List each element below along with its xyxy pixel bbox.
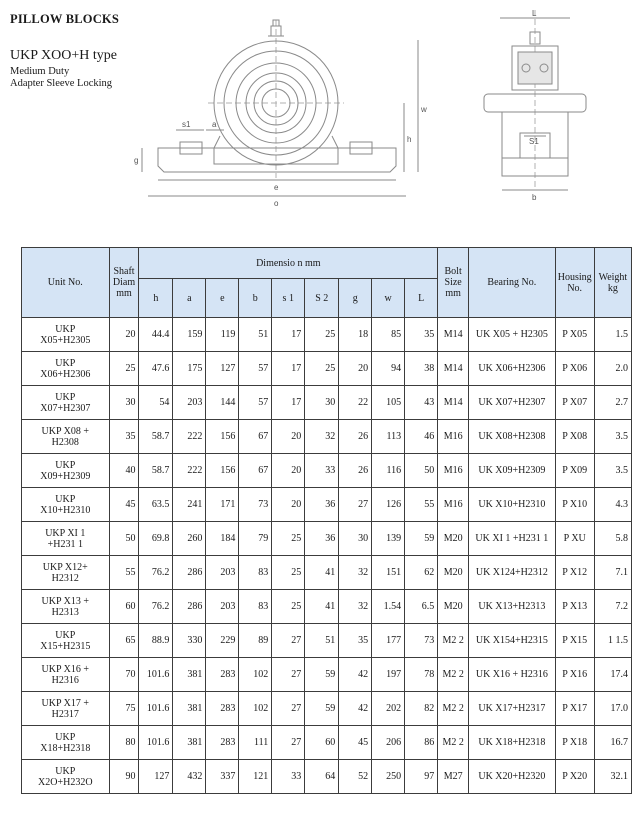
cell-housing: P X09 xyxy=(555,454,594,488)
dim-label-s: S1 xyxy=(529,137,539,146)
cell-e: 337 xyxy=(206,760,239,794)
cell-unit-no xyxy=(22,760,110,794)
header-l: L xyxy=(405,279,438,318)
cell-housing: P X06 xyxy=(555,352,594,386)
table-row xyxy=(22,488,632,522)
cell-weight: 2.0 xyxy=(594,352,631,386)
unit-no-line2: H2308 xyxy=(51,436,79,448)
cell-l: 78 xyxy=(405,658,438,692)
cell-unit-no xyxy=(22,454,110,488)
dim-label-e: e xyxy=(274,183,279,192)
cell-l: 86 xyxy=(405,726,438,760)
unit-no-line1: UKP xyxy=(55,493,76,505)
unit-no-line2: H2316 xyxy=(51,674,79,686)
cell-a: 203 xyxy=(173,386,206,420)
cell-bearing: UK X18+H2318 xyxy=(469,726,556,760)
dim-label-a: a xyxy=(212,120,217,129)
table-row xyxy=(22,386,632,420)
cell-h: 54 xyxy=(139,386,173,420)
product-type: UKP XOO+H type xyxy=(10,48,117,63)
unit-no-line2: X09+H2309 xyxy=(40,470,91,482)
cell-g: 27 xyxy=(339,488,372,522)
unit-no-line2: X15+H2315 xyxy=(40,640,91,652)
cell-s1: 17 xyxy=(272,318,305,352)
table-row xyxy=(22,318,632,352)
cell-e: 229 xyxy=(206,624,239,658)
dim-label-o: o xyxy=(274,199,279,208)
cell-l: 59 xyxy=(405,522,438,556)
cell-bearing: UK X16 + H2316 xyxy=(469,658,556,692)
cell-e: 283 xyxy=(206,726,239,760)
dim-label-g: g xyxy=(134,156,139,165)
cell-housing: P X10 xyxy=(555,488,594,522)
cell-w: 1.54 xyxy=(372,590,405,624)
cell-d: 25 xyxy=(109,352,139,386)
table-body xyxy=(22,318,632,794)
unit-no-line1: UKP X12+ xyxy=(42,561,88,573)
cell-s1: 20 xyxy=(272,420,305,454)
cell-g: 18 xyxy=(339,318,372,352)
header-unit-no: Unit No. xyxy=(22,248,110,318)
unit-no-line1: UKP X17 + xyxy=(41,697,90,709)
cell-h: 44.4 xyxy=(139,318,173,352)
cell-bolt: M16 xyxy=(438,488,469,522)
header-s2: S 2 xyxy=(305,279,339,318)
cell-b: 83 xyxy=(239,590,272,624)
cell-a: 286 xyxy=(173,556,206,590)
cell-w: 113 xyxy=(372,420,405,454)
cell-bolt: M14 xyxy=(438,386,469,420)
unit-no-line2: X05+H2305 xyxy=(40,334,91,346)
table-row xyxy=(22,590,632,624)
cell-e: 119 xyxy=(206,318,239,352)
cell-bearing: UK X124+H2312 xyxy=(469,556,556,590)
table-row xyxy=(22,556,632,590)
cell-bolt: M16 xyxy=(438,420,469,454)
cell-housing: P X12 xyxy=(555,556,594,590)
table-row xyxy=(22,760,632,794)
unit-no-line2: +H231 1 xyxy=(47,538,83,550)
cell-h: 58.7 xyxy=(139,420,173,454)
cell-g: 26 xyxy=(339,454,372,488)
cell-h: 101.6 xyxy=(139,658,173,692)
unit-no-line2: X06+H2306 xyxy=(40,368,91,380)
unit-no-line1: UKP xyxy=(55,731,76,743)
cell-d: 30 xyxy=(109,386,139,420)
cell-l: 35 xyxy=(405,318,438,352)
cell-l: 46 xyxy=(405,420,438,454)
cell-housing: P X13 xyxy=(555,590,594,624)
table-row xyxy=(22,624,632,658)
cell-bearing: UK X09+H2309 xyxy=(469,454,556,488)
cell-g: 52 xyxy=(339,760,372,794)
unit-no-line1: UKP xyxy=(55,765,76,777)
cell-unit-no xyxy=(22,522,110,556)
cell-s1: 27 xyxy=(272,692,305,726)
cell-weight: 1 1.5 xyxy=(594,624,631,658)
cell-housing: P X16 xyxy=(555,658,594,692)
unit-no-line1: UKP xyxy=(55,629,76,641)
header-g: g xyxy=(339,279,372,318)
unit-no-line2: X2O+H232O xyxy=(38,776,93,788)
cell-s2: 36 xyxy=(305,522,339,556)
header-shaft-diam: Shaft Diam mm xyxy=(109,248,139,318)
cell-h: 47.6 xyxy=(139,352,173,386)
cell-housing: P X18 xyxy=(555,726,594,760)
unit-no-line1: UKP xyxy=(55,357,76,369)
cell-a: 159 xyxy=(173,318,206,352)
cell-bolt: M20 xyxy=(438,590,469,624)
cell-l: 6.5 xyxy=(405,590,438,624)
cell-b: 102 xyxy=(239,658,272,692)
cell-weight: 2.7 xyxy=(594,386,631,420)
cell-h: 101.6 xyxy=(139,726,173,760)
dim-label-b: b xyxy=(532,193,537,202)
unit-no-line1: UKP xyxy=(55,323,76,335)
cell-e: 203 xyxy=(206,556,239,590)
cell-g: 22 xyxy=(339,386,372,420)
unit-no-line2: H2312 xyxy=(51,572,79,584)
cell-b: 67 xyxy=(239,454,272,488)
cell-b: 121 xyxy=(239,760,272,794)
cell-bolt: M2 2 xyxy=(438,624,469,658)
cell-s2: 59 xyxy=(305,658,339,692)
cell-b: 51 xyxy=(239,318,272,352)
cell-w: 197 xyxy=(372,658,405,692)
dim-label-s1: s1 xyxy=(182,120,191,129)
cell-a: 241 xyxy=(173,488,206,522)
cell-s1: 20 xyxy=(272,454,305,488)
unit-no-line2: H2313 xyxy=(51,606,79,618)
locking-description: Adapter Sleeve Locking xyxy=(10,78,113,89)
cell-d: 75 xyxy=(109,692,139,726)
cell-s1: 25 xyxy=(272,522,305,556)
pillow-block-spec-table xyxy=(21,247,632,794)
cell-a: 432 xyxy=(173,760,206,794)
cell-s2: 30 xyxy=(305,386,339,420)
cell-unit-no xyxy=(22,420,110,454)
cell-a: 222 xyxy=(173,420,206,454)
unit-no-line2: X10+H2310 xyxy=(40,504,91,516)
cell-h: 76.2 xyxy=(139,556,173,590)
cell-e: 156 xyxy=(206,420,239,454)
cell-bolt: M27 xyxy=(438,760,469,794)
cell-e: 283 xyxy=(206,658,239,692)
header-h: h xyxy=(139,279,173,318)
cell-b: 83 xyxy=(239,556,272,590)
cell-h: 69.8 xyxy=(139,522,173,556)
table-row xyxy=(22,454,632,488)
cell-l: 50 xyxy=(405,454,438,488)
cell-d: 55 xyxy=(109,556,139,590)
cell-h: 76.2 xyxy=(139,590,173,624)
unit-no-line2: H2317 xyxy=(51,708,79,720)
cell-a: 175 xyxy=(173,352,206,386)
cell-w: 206 xyxy=(372,726,405,760)
dim-label-l: L xyxy=(532,9,537,18)
cell-e: 283 xyxy=(206,692,239,726)
table-row xyxy=(22,522,632,556)
cell-e: 184 xyxy=(206,522,239,556)
cell-g: 26 xyxy=(339,420,372,454)
cell-b: 67 xyxy=(239,420,272,454)
cell-g: 20 xyxy=(339,352,372,386)
cell-l: 55 xyxy=(405,488,438,522)
table-row xyxy=(22,692,632,726)
cell-d: 60 xyxy=(109,590,139,624)
cell-bolt: M14 xyxy=(438,318,469,352)
cell-w: 202 xyxy=(372,692,405,726)
cell-unit-no xyxy=(22,352,110,386)
cell-w: 250 xyxy=(372,760,405,794)
cell-w: 85 xyxy=(372,318,405,352)
cell-weight: 32.1 xyxy=(594,760,631,794)
cell-s1: 25 xyxy=(272,590,305,624)
unit-no-line1: UKP X16 + xyxy=(41,663,90,675)
cell-w: 94 xyxy=(372,352,405,386)
cell-d: 45 xyxy=(109,488,139,522)
cell-w: 126 xyxy=(372,488,405,522)
cell-g: 30 xyxy=(339,522,372,556)
cell-l: 38 xyxy=(405,352,438,386)
header-w: w xyxy=(372,279,405,318)
header-dimension: Dimensio n mm xyxy=(139,248,438,279)
cell-housing: P X15 xyxy=(555,624,594,658)
cell-l: 43 xyxy=(405,386,438,420)
cell-l: 73 xyxy=(405,624,438,658)
cell-a: 286 xyxy=(173,590,206,624)
cell-s1: 20 xyxy=(272,488,305,522)
cell-housing: P X08 xyxy=(555,420,594,454)
cell-d: 65 xyxy=(109,624,139,658)
cell-unit-no xyxy=(22,692,110,726)
cell-s2: 59 xyxy=(305,692,339,726)
cell-h: 127 xyxy=(139,760,173,794)
duty-description: Medium Duty xyxy=(10,66,70,77)
cell-w: 116 xyxy=(372,454,405,488)
cell-d: 35 xyxy=(109,420,139,454)
cell-e: 171 xyxy=(206,488,239,522)
cell-e: 144 xyxy=(206,386,239,420)
header-weight: Weight kg xyxy=(594,248,631,318)
cell-s1: 17 xyxy=(272,386,305,420)
cell-unit-no xyxy=(22,590,110,624)
cell-d: 40 xyxy=(109,454,139,488)
cell-weight: 7.1 xyxy=(594,556,631,590)
header-b: b xyxy=(239,279,272,318)
unit-no-line1: UKP xyxy=(55,391,76,403)
cell-l: 97 xyxy=(405,760,438,794)
cell-weight: 17.4 xyxy=(594,658,631,692)
cell-bolt: M16 xyxy=(438,454,469,488)
cell-w: 151 xyxy=(372,556,405,590)
cell-g: 42 xyxy=(339,692,372,726)
cell-weight: 17.0 xyxy=(594,692,631,726)
unit-no-line1: UKP X08 + xyxy=(41,425,90,437)
cell-e: 127 xyxy=(206,352,239,386)
cell-e: 203 xyxy=(206,590,239,624)
cell-weight: 5.8 xyxy=(594,522,631,556)
cell-bolt: M20 xyxy=(438,522,469,556)
cell-bolt: M2 2 xyxy=(438,692,469,726)
cell-b: 57 xyxy=(239,352,272,386)
cell-b: 57 xyxy=(239,386,272,420)
cell-weight: 3.5 xyxy=(594,454,631,488)
cell-s2: 32 xyxy=(305,420,339,454)
cell-bearing: UK X13+H2313 xyxy=(469,590,556,624)
unit-no-line2: X07+H2307 xyxy=(40,402,91,414)
header-bearing-no: Bearing No. xyxy=(469,248,556,318)
cell-s1: 17 xyxy=(272,352,305,386)
cell-bearing: UK X07+H2307 xyxy=(469,386,556,420)
cell-bearing: UK X05 + H2305 xyxy=(469,318,556,352)
header-e: e xyxy=(206,279,239,318)
cell-g: 35 xyxy=(339,624,372,658)
cell-bearing: UK XI 1 +H231 1 xyxy=(469,522,556,556)
cell-housing: P X20 xyxy=(555,760,594,794)
cell-unit-no xyxy=(22,386,110,420)
cell-bolt: M14 xyxy=(438,352,469,386)
cell-unit-no xyxy=(22,556,110,590)
cell-s2: 25 xyxy=(305,352,339,386)
cell-s1: 25 xyxy=(272,556,305,590)
cell-housing: P X07 xyxy=(555,386,594,420)
cell-weight: 16.7 xyxy=(594,726,631,760)
cell-b: 111 xyxy=(239,726,272,760)
unit-no-line2: X18+H2318 xyxy=(40,742,91,754)
cell-weight: 1.5 xyxy=(594,318,631,352)
cell-d: 70 xyxy=(109,658,139,692)
front-view-drawing xyxy=(128,18,440,213)
cell-unit-no xyxy=(22,318,110,352)
cell-a: 381 xyxy=(173,692,206,726)
cell-s2: 51 xyxy=(305,624,339,658)
dim-label-h: h xyxy=(407,135,412,144)
cell-b: 89 xyxy=(239,624,272,658)
header-housing-no: Housing No. xyxy=(555,248,594,318)
cell-a: 330 xyxy=(173,624,206,658)
cell-bearing: UK X10+H2310 xyxy=(469,488,556,522)
cell-b: 79 xyxy=(239,522,272,556)
cell-b: 73 xyxy=(239,488,272,522)
cell-d: 50 xyxy=(109,522,139,556)
cell-bearing: UK X154+H2315 xyxy=(469,624,556,658)
cell-housing: P XU xyxy=(555,522,594,556)
cell-s1: 27 xyxy=(272,624,305,658)
cell-l: 62 xyxy=(405,556,438,590)
side-view-drawing xyxy=(480,8,590,208)
cell-g: 42 xyxy=(339,658,372,692)
cell-bolt: M2 2 xyxy=(438,658,469,692)
cell-s2: 25 xyxy=(305,318,339,352)
cell-s2: 33 xyxy=(305,454,339,488)
cell-s1: 27 xyxy=(272,658,305,692)
unit-no-line1: UKP X13 + xyxy=(41,595,90,607)
cell-bearing: UK X06+H2306 xyxy=(469,352,556,386)
cell-unit-no xyxy=(22,488,110,522)
unit-no-line1: UKP xyxy=(55,459,76,471)
cell-s2: 41 xyxy=(305,556,339,590)
cell-e: 156 xyxy=(206,454,239,488)
cell-w: 177 xyxy=(372,624,405,658)
cell-bearing: UK X20+H2320 xyxy=(469,760,556,794)
cell-s1: 27 xyxy=(272,726,305,760)
cell-unit-no xyxy=(22,658,110,692)
table-row xyxy=(22,420,632,454)
cell-d: 90 xyxy=(109,760,139,794)
cell-s1: 33 xyxy=(272,760,305,794)
cell-housing: P X05 xyxy=(555,318,594,352)
cell-unit-no xyxy=(22,624,110,658)
cell-s2: 60 xyxy=(305,726,339,760)
unit-no-line1: UKP XI 1 xyxy=(45,527,86,539)
cell-g: 45 xyxy=(339,726,372,760)
cell-h: 101.6 xyxy=(139,692,173,726)
page-title: PILLOW BLOCKS xyxy=(10,12,119,26)
header-bolt-size: Bolt Size mm xyxy=(438,248,469,318)
cell-a: 381 xyxy=(173,658,206,692)
header-s1: s 1 xyxy=(272,279,305,318)
table-row xyxy=(22,352,632,386)
cell-a: 381 xyxy=(173,726,206,760)
cell-a: 260 xyxy=(173,522,206,556)
cell-unit-no xyxy=(22,726,110,760)
header-a: a xyxy=(173,279,206,318)
cell-d: 20 xyxy=(109,318,139,352)
table-row xyxy=(22,726,632,760)
cell-bearing: UK X08+H2308 xyxy=(469,420,556,454)
cell-h: 58.7 xyxy=(139,454,173,488)
cell-h: 88.9 xyxy=(139,624,173,658)
cell-housing: P X17 xyxy=(555,692,594,726)
cell-s2: 41 xyxy=(305,590,339,624)
cell-s2: 36 xyxy=(305,488,339,522)
cell-l: 82 xyxy=(405,692,438,726)
cell-g: 32 xyxy=(339,590,372,624)
cell-g: 32 xyxy=(339,556,372,590)
cell-weight: 3.5 xyxy=(594,420,631,454)
cell-h: 63.5 xyxy=(139,488,173,522)
table-row xyxy=(22,658,632,692)
cell-weight: 7.2 xyxy=(594,590,631,624)
cell-weight: 4.3 xyxy=(594,488,631,522)
cell-bolt: M2 2 xyxy=(438,726,469,760)
cell-bearing: UK X17+H2317 xyxy=(469,692,556,726)
cell-s2: 64 xyxy=(305,760,339,794)
cell-b: 102 xyxy=(239,692,272,726)
cell-a: 222 xyxy=(173,454,206,488)
cell-d: 80 xyxy=(109,726,139,760)
cell-bolt: M20 xyxy=(438,556,469,590)
cell-w: 105 xyxy=(372,386,405,420)
dim-label-w: w xyxy=(421,105,427,114)
cell-w: 139 xyxy=(372,522,405,556)
